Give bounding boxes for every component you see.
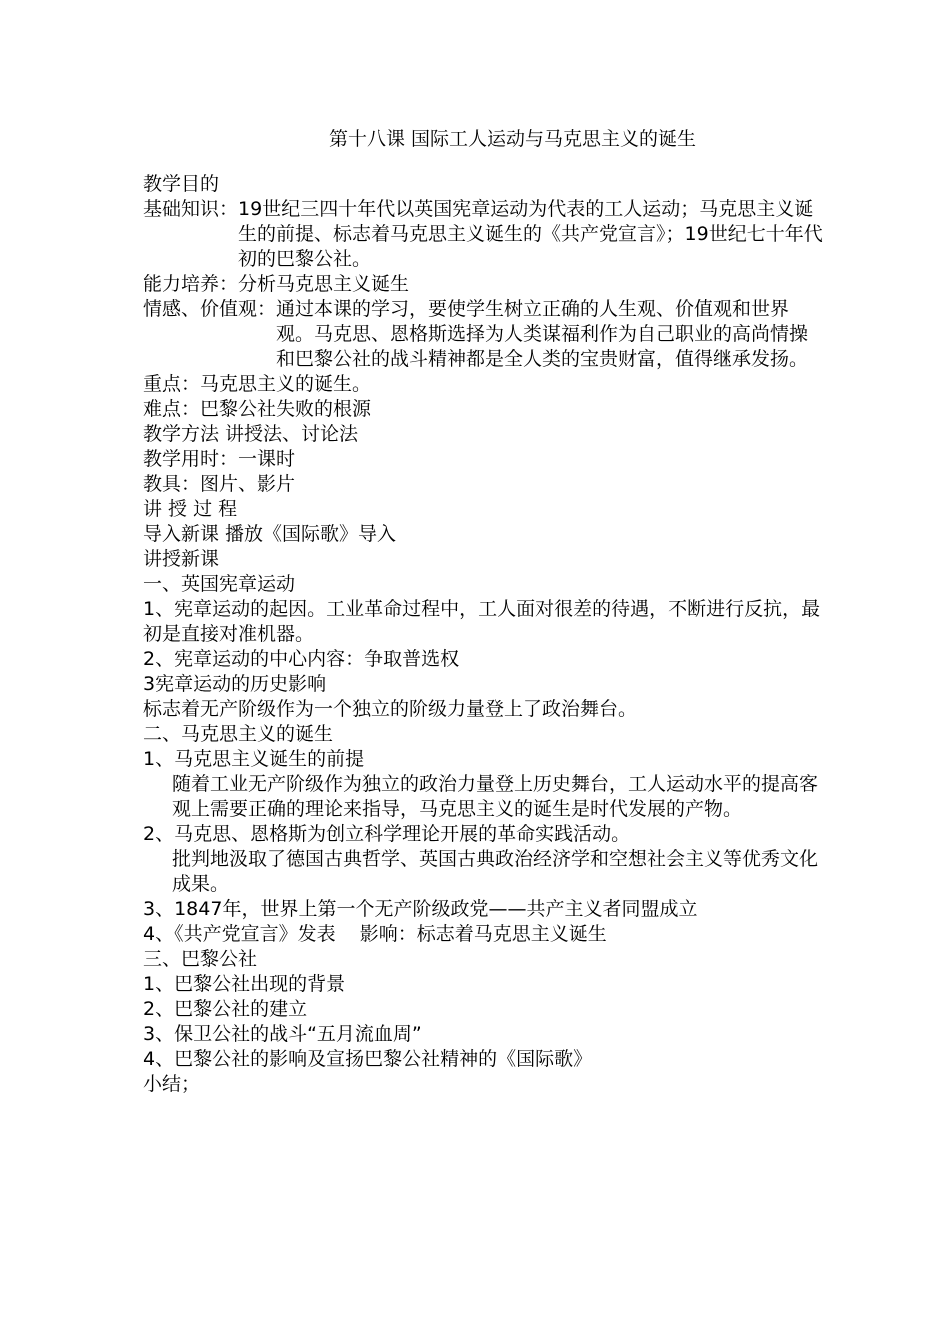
ability-line: 能力培养：分析马克思主义诞生 (143, 273, 410, 295)
emotion-text: 通过本课的学习，要使学生树立正确的人生观、价值观和世界观。马克思、恩格斯选择为人类谋福利作为自己职业的高尚情操和巴黎公社的战斗精神都是全人类的宝贵财富，值得继承发扬。 (276, 298, 809, 370)
document-body (143, 172, 823, 1097)
objectives-heading: 教学目的 (143, 173, 220, 195)
new-lesson-line: 讲授新课 (143, 548, 220, 570)
section-2-item-1: 1、马克思主义诞生的前提 (143, 748, 365, 770)
section-2-heading: 二、马克思主义的诞生 (143, 723, 334, 745)
basic-knowledge-block (143, 197, 823, 272)
section-3-item-4: 4、巴黎公社的影响及宣扬巴黎公社精神的《国际歌》 (143, 1048, 593, 1070)
section-1-item-3: 3宪章运动的历史影响 (143, 673, 327, 695)
section-1-item-1: 1、宪章运动的起因。工业革命过程中，工人面对很差的待遇，不断进行反抗，最初是直接对准机器。 (143, 598, 821, 645)
key-point-line: 重点：马克思主义的诞生。 (143, 373, 372, 395)
process-heading: 讲 授 过 程 (143, 498, 238, 520)
basic-knowledge-label: 基础知识： (143, 198, 239, 220)
intro-line: 导入新课 播放《国际歌》导入 (143, 523, 397, 545)
section-3-item-3: 3、保卫公社的战斗“五月流血周” (143, 1023, 422, 1045)
summary-line: 小结； (143, 1073, 201, 1095)
section-3-heading: 三、巴黎公社 (143, 948, 258, 970)
tools-line: 教具：图片、影片 (143, 473, 296, 495)
method-line: 教学方法 讲授法、讨论法 (143, 423, 359, 445)
section-2-item-4: 4、《共产党宣言》发表 影响：标志着马克思主义诞生 (143, 923, 607, 945)
time-line: 教学用时：一课时 (143, 448, 296, 470)
section-1-item-4: 标志着无产阶级作为一个独立的阶级力量登上了政治舞台。 (143, 698, 638, 720)
section-3-item-1: 1、巴黎公社出现的背景 (143, 973, 346, 995)
section-1-item-2: 2、宪章运动的中心内容：争取普选权 (143, 648, 460, 670)
section-2-item-2-detail: 批判地汲取了德国古典哲学、英国古典政治经济学和空想社会主义等优秀文化成果。 (172, 848, 819, 895)
emotion-label: 情感、价值观： (143, 298, 277, 320)
section-3-item-2: 2、巴黎公社的建立 (143, 998, 308, 1020)
document-title: 第十八课 国际工人运动与马克思主义的诞生 (328, 128, 697, 150)
section-2-item-2: 2、马克思、恩格斯为创立科学理论开展的革命实践活动。 (143, 823, 631, 845)
section-2-item-3: 3、1847年，世界上第一个无产阶级政党——共产主义者同盟成立 (143, 898, 698, 920)
difficulty-line: 难点：巴黎公社失败的根源 (143, 398, 372, 420)
emotion-block (143, 297, 823, 372)
basic-knowledge-text: 19世纪三四十年代以英国宪章运动为代表的工人运动；马克思主义诞生的前提、标志着马克思主义诞生的《共产党宣言》；19世纪七十年代初的巴黎公社。 (238, 198, 823, 270)
section-1-heading: 一、英国宪章运动 (143, 573, 296, 595)
section-2-item-1-detail: 随着工业无产阶级作为独立的政治力量登上历史舞台，工人运动水平的提高客观上需要正确的理论来指导，马克思主义的诞生是时代发展的产物。 (172, 773, 819, 820)
